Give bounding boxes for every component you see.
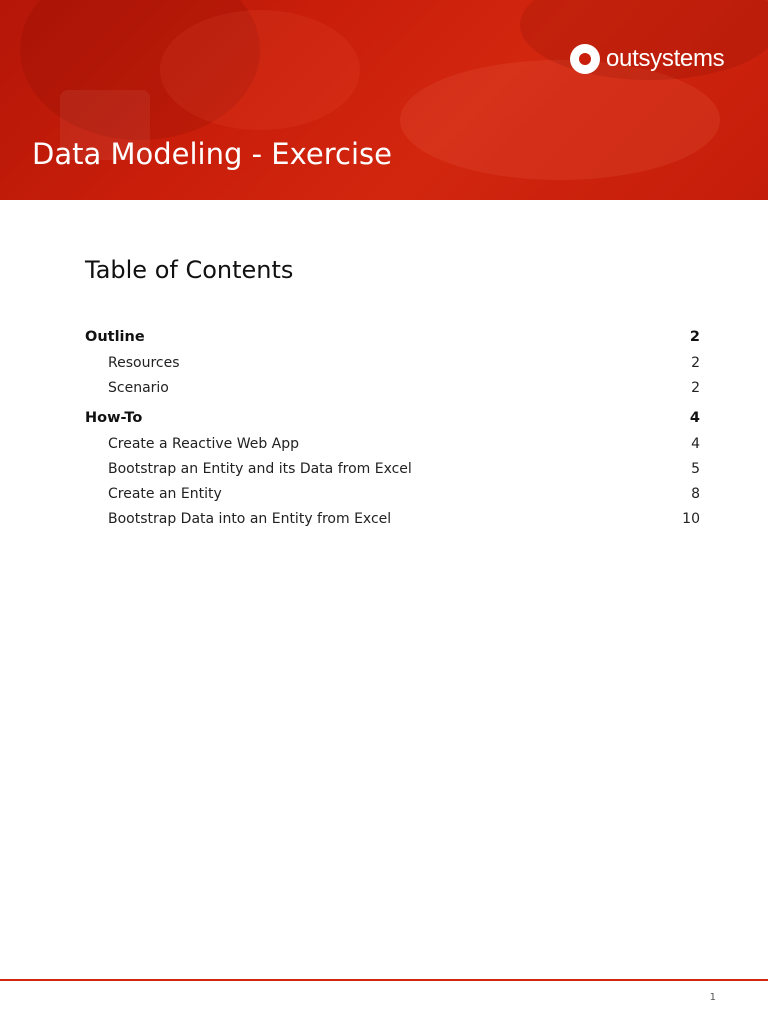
toc-entry-outline[interactable] [85, 326, 700, 348]
toc-entry-page: 8 [691, 486, 700, 502]
toc-entry-page: 4 [691, 436, 700, 452]
header-banner [0, 0, 768, 200]
toc-entry-label: Bootstrap an Entity and its Data from Excel [108, 461, 412, 477]
toc-entry-page: 2 [691, 380, 700, 396]
toc-entry-label: How-To [85, 410, 143, 426]
toc-entry-bootstrap-entity-and-data[interactable] [85, 458, 700, 480]
toc-entry-label: Scenario [108, 380, 169, 396]
toc-entry-label: Bootstrap Data into an Entity from Excel [108, 511, 392, 527]
banner-texture [160, 10, 360, 130]
toc-entry-create-reactive-web-app[interactable] [85, 433, 700, 455]
toc-entry-page: 4 [689, 410, 700, 426]
footer-divider [0, 979, 768, 981]
outsystems-logo [570, 44, 724, 74]
toc-entry-label: Resources [108, 355, 180, 371]
document-title: Data Modeling - Exercise [32, 137, 392, 171]
toc-heading: Table of Contents [85, 256, 294, 284]
toc-entry-bootstrap-data-into-entity[interactable] [85, 508, 700, 530]
toc-entry-page: 2 [691, 355, 700, 371]
toc-entry-resources[interactable] [85, 352, 700, 374]
outsystems-logo-icon [570, 44, 600, 74]
toc-entry-page: 5 [691, 461, 700, 477]
toc-entry-label: Create a Reactive Web App [108, 436, 300, 452]
page-number: 1 [709, 992, 716, 1003]
toc-entry-create-entity[interactable] [85, 483, 700, 505]
toc-entry-scenario[interactable] [85, 377, 700, 399]
logo-text: outsystems [606, 45, 725, 72]
toc-entry-label: Outline [85, 329, 145, 345]
toc-entry-page: 10 [682, 511, 700, 527]
toc-entry-page: 2 [689, 329, 700, 345]
toc-entry-how-to[interactable] [85, 407, 700, 429]
toc-entry-label: Create an Entity [108, 486, 222, 502]
